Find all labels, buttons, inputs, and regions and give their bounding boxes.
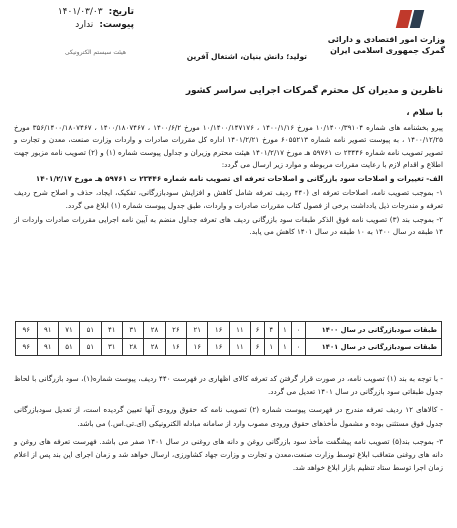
table-cell: ۹۶ xyxy=(16,339,38,356)
row-label-1400: طبقات سودبازرگانی در سال ۱۴۰۰ xyxy=(306,322,442,339)
table-cell: ۷۱ xyxy=(58,322,79,339)
intro-paragraph: پیرو بخشنامه های شماره ۱۰/۱۴۰۰/۳۹۱۰۴ مورخ ۱۴۰۰/۱/۱۶ ، ۱۰/۱۴۰۰/۱۴۷۱۷۶ مورخ ۱۴۰۰/۶/۲ ، ۱۴۰۰/۱۸۰۷۴۶۷ ، ۳۵۶/۱۴۰۰/۱۸۰۷۴۶۷ مورخ ۱۴۰۰/۱۲/۲۵ ، به پیوست تصویر نامه شماره ۶۰۵۵۲۱۳ مورخ ۱۴۰۱/۲/۲۱ اداره کل مقررات صادرات و واردات وزارت صنعت، معدن و تجارت و تصویر تصویب نامه شماره ۲۳۴۴۶ ت ۵۹۷۶۱ هـ مورخ ۱۴۰۱/۲/۱۷ هیئت محترم وزیران و جداول پیوست شماره (۱) و (۲) تصویب نامه مزبور جهت اطلاع و اقدام لازم با رعایت مقررات مربوطه و موارد زیر ارسال می گردد: xyxy=(14,123,444,169)
table-row-1401 xyxy=(16,339,442,356)
table-cell: ۶ xyxy=(251,322,265,339)
table-cell: ۳۱ xyxy=(122,322,143,339)
table-cell: ۲۸ xyxy=(122,339,143,356)
customs-logo xyxy=(327,6,445,56)
table-cell: ۱۱ xyxy=(229,322,250,339)
table-cell: ۹۱ xyxy=(37,339,58,356)
table-cell: ۰ xyxy=(292,339,306,356)
table-cell: ۱۶ xyxy=(187,339,208,356)
table-cell: ۱ xyxy=(278,322,292,339)
meta-subtitle: هیئت سیستم الکترونیکی xyxy=(64,49,126,56)
greeting: با سلام ، xyxy=(406,108,443,118)
ministry-name: وزارت امور اقتصادی و دارائی xyxy=(327,35,445,44)
table-cell: ۱ xyxy=(264,339,278,356)
table-cell: ۲۸ xyxy=(144,339,165,356)
table-cell: ۱۶ xyxy=(208,322,229,339)
letter-meta xyxy=(14,6,134,59)
attachment-label: پیوست: xyxy=(99,20,134,30)
slogan: تولید؛ دانش بنیان، اشتغال آفرین xyxy=(186,52,307,61)
table-cell: ۴ xyxy=(264,322,278,339)
note-paragraph: - با توجه به بند (۱) تصویب نامه، در صورت قرار گرفتن کد تعرفه کالای اظهاری در فهرست ۴۴۰ ردیف، پیوست شماره(۱)، سود بازرگانی با لحاظ جدول طبقاتی سود بازرگانی در سال ۱۴۰۱ تعدیل می گردد. xyxy=(14,374,443,397)
table-cell: ۱۶ xyxy=(165,339,186,356)
table-cell: ۱۱ xyxy=(229,339,250,356)
post-table-text xyxy=(14,372,443,479)
organization-name: گمرک جمهوری اسلامی ایران xyxy=(330,46,445,55)
letter-body xyxy=(14,122,443,241)
date-label: تاریخ: xyxy=(108,7,134,17)
addressee: ناظرین و مدیران کل محترم گمرکات اجرایی سراسر کشور xyxy=(185,86,443,96)
table-cell: ۵۱ xyxy=(58,339,79,356)
date-row xyxy=(14,6,134,19)
note-paragraph: - کالاهای ۱۲ ردیف تعرفه مندرج در فهرست پیوست شماره (۲) تصویب نامه که حقوق ورودی آنها تعیین گردیده است، از تعدیل سودبازرگانی جدول فوق مستثنی بوده و مشمول مأخذهای حقوق ورودی مصوب وارد از سامانه مبادله الکترونیکی (ای.تی.اس.) می باشد. xyxy=(14,405,443,428)
table-cell: ۲۶ xyxy=(165,322,186,339)
item-3-paragraph: ۳- بموجب بند(۵) تصویب نامه پیشگفت مأخذ سود بازرگانی روغن و دانه های روغنی در سال ۱۴۰۱ صفر می باشد. فهرست تعرفه های روغن و دانه های روغنی متعاقب ابلاغ توسط وزارت صنعت،معدن و تجارت و وزارت جهاد کشاورزی، ارسال خواهد شد و زمان اجرای این بند پس از اعلام زمان اجرا توسط ستاد تنظیم بازار ابلاغ خواهد شد. xyxy=(14,436,443,473)
table-cell: ۴۱ xyxy=(101,322,122,339)
section-a-item-1: ۱- بموجب تصویب نامه، اصلاحات تعرفه ای (۴۴۰ ردیف تعرفه شامل کاهش و افزایش سودبازرگانی، تفکیک، ایجاد، حذف و اصلاح شرح ردیف تعرفه و مندرجات ذیل یادداشت برخی از فصول کتاب مقررات صادرات و واردات، طبق جدول پیوست شماره (۱) ابلاغ می گردد. xyxy=(14,188,443,210)
table-cell: ۹۶ xyxy=(16,322,38,339)
row-label-1401: طبقات سودبازرگانی در سال ۱۴۰۱ xyxy=(306,339,442,356)
attachment-value: ندارد xyxy=(75,20,94,30)
section-a-heading: الف- تغییرات و اصلاحات سود بازرگانی و اصلاحات تعرفه ای تصویب نامه شماره ۲۳۴۴۶ ت ۵۹۷۶۱ هـ مورخ ۱۴۰۱/۲/۱۷ xyxy=(35,174,443,184)
section-a-item-2: ۲- بموجب بند (۳) تصویب نامه فوق الذکر طبقات سود بازرگانی ردیف های تعرفه جداول منضم به آیین نامه اجرایی مقررات صادرات واردات از ۱۴ طبقه در سال ۱۴۰۰ به ۱۰ طبقه در سال ۱۴۰۱ کاهش می یابد. xyxy=(14,215,443,237)
table-row-1400 xyxy=(16,322,442,339)
table-cell: ۶ xyxy=(251,339,265,356)
table-cell: ۵۱ xyxy=(80,339,101,356)
table-cell: ۱۶ xyxy=(208,339,229,356)
tariff-class-table xyxy=(15,321,442,356)
table-cell: ۲۸ xyxy=(144,322,165,339)
table-cell: ۹۱ xyxy=(37,322,58,339)
table-cell: ۰ xyxy=(292,322,306,339)
date-value: ۱۴۰۱/۰۳/۰۳ xyxy=(57,7,103,17)
table-cell: ۱ xyxy=(278,339,292,356)
table-cell: ۳۱ xyxy=(101,339,122,356)
customs-emblem-icon xyxy=(396,6,424,32)
table-cell: ۲۱ xyxy=(187,322,208,339)
table-cell: ۵۱ xyxy=(80,322,101,339)
attachment-row xyxy=(14,19,134,32)
